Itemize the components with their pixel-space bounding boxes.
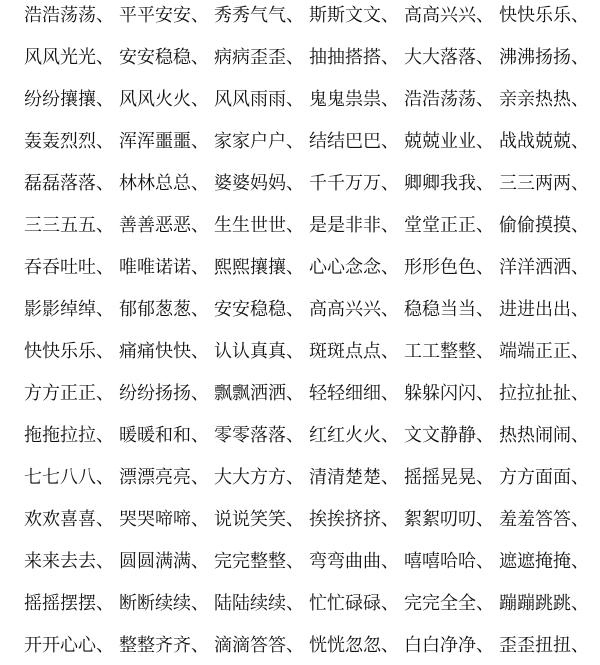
word-entry: 结结巴巴、 (309, 131, 399, 152)
word-entry: 大大方方、 (214, 467, 304, 488)
word-entry: 高高兴兴、 (404, 5, 494, 26)
word-entry: 遮遮掩掩、 (499, 551, 589, 572)
word-entry: 婆婆妈妈、 (214, 173, 304, 194)
word-entry: 羞羞答答、 (499, 509, 589, 530)
word-entry: 挨挨挤挤、 (309, 509, 399, 530)
word-line (24, 46, 600, 70)
word-line (24, 424, 600, 448)
word-entry: 七七八八、 (24, 467, 114, 488)
word-entry: 三三五五、 (24, 215, 114, 236)
word-line (24, 172, 600, 196)
word-line (24, 592, 600, 616)
word-line (24, 634, 600, 658)
word-entry: 进进出出、 (499, 299, 589, 320)
word-entry: 零零落落、 (214, 425, 304, 446)
word-entry: 熙熙攘攘、 (214, 257, 304, 278)
word-entry: 轻轻细细、 (309, 383, 399, 404)
word-entry: 端端正正、 (499, 341, 589, 362)
word-line (24, 130, 600, 154)
word-entry: 开开心心、 (24, 635, 114, 656)
word-entry: 整整齐齐、 (119, 635, 209, 656)
word-entry: 痛痛快快、 (119, 341, 209, 362)
word-entry: 来来去去、 (24, 551, 114, 572)
word-entry: 抽抽搭搭、 (309, 47, 399, 68)
word-entry: 轰轰烈烈、 (24, 131, 114, 152)
word-entry: 唯唯诺诺、 (119, 257, 209, 278)
word-entry: 生生世世、 (214, 215, 304, 236)
word-entry: 偷偷摸摸、 (499, 215, 589, 236)
word-entry: 斑斑点点、 (309, 341, 399, 362)
word-entry: 纷纷扬扬、 (119, 383, 209, 404)
word-entry: 忙忙碌碌、 (309, 593, 399, 614)
word-entry: 歪歪扭扭、 (499, 635, 589, 656)
word-entry: 沸沸扬扬、 (499, 47, 589, 68)
word-entry: 斯斯文文、 (309, 5, 399, 26)
word-entry: 亲亲热热、 (499, 89, 589, 110)
word-entry: 心心念念、 (309, 257, 399, 278)
word-entry: 工工整整、 (404, 341, 494, 362)
word-entry: 郁郁葱葱、 (119, 299, 209, 320)
word-entry: 堂堂正正、 (404, 215, 494, 236)
word-entry: 絮絮叨叨、 (404, 509, 494, 530)
word-entry: 摇摇晃晃、 (404, 467, 494, 488)
word-entry: 滴滴答答、 (214, 635, 304, 656)
word-entry: 浩浩荡荡、 (404, 89, 494, 110)
word-line (24, 382, 600, 406)
word-entry: 说说笑笑、 (214, 509, 304, 530)
word-entry: 躲躲闪闪、 (404, 383, 494, 404)
word-entry: 纷纷攘攘、 (24, 89, 114, 110)
word-entry: 磊磊落落、 (24, 173, 114, 194)
word-line (24, 508, 600, 532)
word-entry: 恍恍忽忽、 (309, 635, 399, 656)
word-entry: 形形色色、 (404, 257, 494, 278)
word-entry: 病病歪歪、 (214, 47, 304, 68)
word-line (24, 214, 600, 238)
word-entry: 战战兢兢、 (499, 131, 589, 152)
word-entry: 断断续续、 (119, 593, 209, 614)
word-entry: 风风光光、 (24, 47, 114, 68)
word-entry: 蹦蹦跳跳、 (499, 593, 589, 614)
word-entry: 漂漂亮亮、 (119, 467, 209, 488)
word-entry: 方方正正、 (24, 383, 114, 404)
word-entry: 嘻嘻哈哈、 (404, 551, 494, 572)
word-entry: 快快乐乐、 (499, 5, 589, 26)
word-entry: 三三两两、 (499, 173, 589, 194)
word-entry: 洋洋洒洒、 (499, 257, 589, 278)
word-line (24, 550, 600, 574)
word-entry: 陆陆续续、 (214, 593, 304, 614)
word-line (24, 466, 600, 490)
word-entry: 林林总总、 (119, 173, 209, 194)
word-entry: 浑浑噩噩、 (119, 131, 209, 152)
word-entry: 稳稳当当、 (404, 299, 494, 320)
word-entry: 鬼鬼祟祟、 (309, 89, 399, 110)
word-entry: 拉拉扯扯、 (499, 383, 589, 404)
word-entry: 安安稳稳、 (214, 299, 304, 320)
word-entry: 文文静静、 (404, 425, 494, 446)
word-entry: 热热闹闹、 (499, 425, 589, 446)
word-entry: 卿卿我我、 (404, 173, 494, 194)
word-entry: 平平安安、 (119, 5, 209, 26)
word-entry: 清清楚楚、 (309, 467, 399, 488)
word-entry: 大大落落、 (404, 47, 494, 68)
word-entry: 千千万万、 (309, 173, 399, 194)
word-entry: 弯弯曲曲、 (309, 551, 399, 572)
word-entry: 影影绰绰、 (24, 299, 114, 320)
word-entry: 风风雨雨、 (214, 89, 304, 110)
word-entry: 摇摇摆摆、 (24, 593, 114, 614)
word-entry: 浩浩荡荡、 (24, 5, 114, 26)
word-line (24, 340, 600, 364)
word-entry: 风风火火、 (119, 89, 209, 110)
word-entry: 方方面面、 (499, 467, 589, 488)
word-entry: 红红火火、 (309, 425, 399, 446)
word-entry: 飘飘洒洒、 (214, 383, 304, 404)
word-line (24, 256, 600, 280)
word-entry: 善善恶恶、 (119, 215, 209, 236)
word-entry: 快快乐乐、 (24, 341, 114, 362)
word-entry: 暖暖和和、 (119, 425, 209, 446)
word-entry: 家家户户、 (214, 131, 304, 152)
word-entry: 高高兴兴、 (309, 299, 399, 320)
word-entry: 是是非非、 (309, 215, 399, 236)
word-entry: 欢欢喜喜、 (24, 509, 114, 530)
word-entry: 完完全全、 (404, 593, 494, 614)
word-entry: 完完整整、 (214, 551, 304, 572)
word-entry: 圆圆满满、 (119, 551, 209, 572)
word-line (24, 298, 600, 322)
word-entry: 秀秀气气、 (214, 5, 304, 26)
word-entry: 安安稳稳、 (119, 47, 209, 68)
word-entry: 吞吞吐吐、 (24, 257, 114, 278)
word-line (24, 88, 600, 112)
word-line (24, 4, 600, 28)
word-entry: 认认真真、 (214, 341, 304, 362)
word-entry: 拖拖拉拉、 (24, 425, 114, 446)
word-entry: 兢兢业业、 (404, 131, 494, 152)
word-entry: 白白净净、 (404, 635, 494, 656)
word-entry: 哭哭啼啼、 (119, 509, 209, 530)
